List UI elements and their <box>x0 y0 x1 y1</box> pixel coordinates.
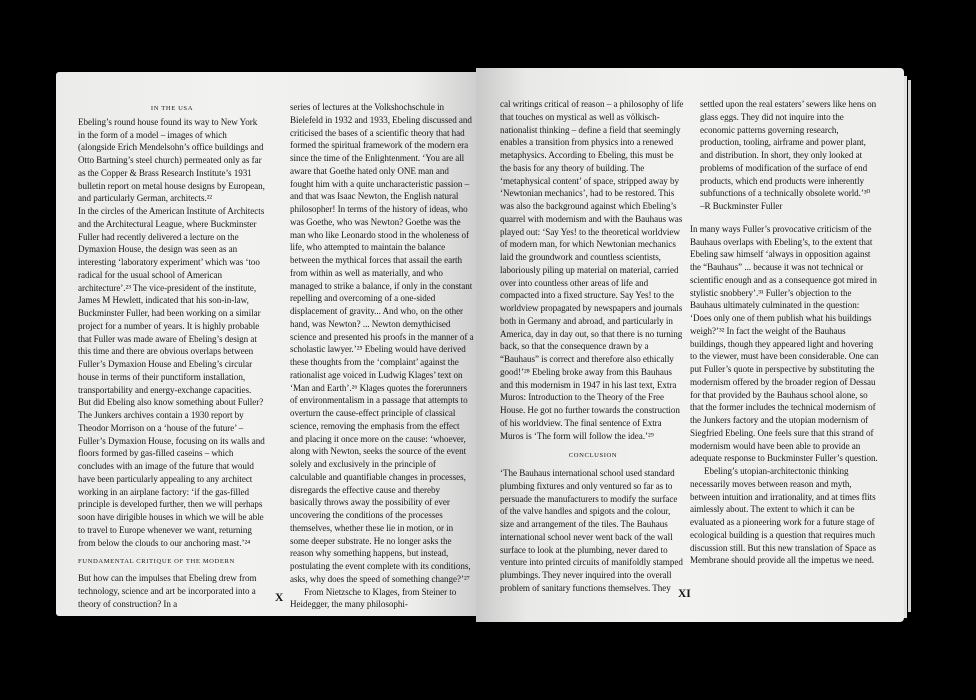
paragraph: ‘The Bauhaus international school used standard plumbing fixtures and only ventured so far as to persuade the manufacturers to modify the surface of the valve handles and spigots and the colour, size and arrangement of the tiles. The Bauhaus international school never went back of the wall surface to look at the plumbing, never dared to venture into printed circuits of manifoldly stamped plumbings. They never inquired into the overall problem of sanitary functions themselves. They <box>500 468 683 593</box>
right-column-1 <box>500 98 686 595</box>
section-heading: CONCLUSION <box>568 452 618 460</box>
section-heading: FUNDAMENTAL CRITIQUE OF THE MODERN <box>78 558 235 566</box>
quote-block <box>690 98 880 213</box>
section-heading: IN THE USA <box>150 105 194 112</box>
paragraph: From Nietzsche to Klages, from Steiner to Heidegger, the many philosophi- <box>290 586 457 610</box>
left-column-2 <box>290 101 474 611</box>
left-page <box>56 72 476 616</box>
right-page <box>476 68 904 622</box>
paragraph: In many ways Fuller’s provocative criticism of the Bauhaus overlaps with Ebeling’s, to the extent that Ebeling saw himself ‘always in opposition against the “Bauhaus” ... because it was not technical or scientific enough and as a consequence got mired in stylistic snobbery’.³¹ Fuller’s objection to the Bauhaus ultimately culminated in the question: ‘Does only one of them publish what his buildings weigh?’³² In fact the weight of the Bauhaus buildings, though they appeared light and hovering to the viewer, must have been considerable. One can put Fuller’s quote in perspective by substituting the modernism offered by the broader region of Dessau for that provided by the Bauhaus school alone, so that the former includes the technical modernism of the Junkers factory and the utopian modernism of Siegfried Ebeling. One feels sure that this strand of modernism would have been able to provide an adequate response to Buckminster Fuller’s question. <box>690 223 879 464</box>
right-column-2 <box>690 98 880 567</box>
left-column-1 <box>78 103 266 610</box>
quote-attribution: –R Buckminster Fuller <box>700 201 783 211</box>
paragraph: But how can the impulses that Ebeling drew from technology, science and art be incorporated into a theory of construction? In a <box>78 573 257 609</box>
paragraph: In the circles of the American Institute of Architects and the Architectural League, where Buckminster Fuller had recently delivered a lecture on the Dymaxion House, the design was seen as an interesting ‘laboratory experiment’ which was ‘too radical for the usual school of American architecture’.²³ The vice-president of the institute, James M Hewlett, indicated that his son-in-law, Buckminster Fuller, had been working on a similar project for a number of years. It is highly probable that Fuller was made aware of Ebeling’s design at this time and there are obvious overlaps between Fuller’s Dymaxion House and Ebeling’s circular house in terms of their punctiform installation, transportability and energy-exchange capacities. But did Ebeling also know something about Fuller? The Junkers archives contain a 1930 report by Theodor Morrison on a ‘house of the future’ – Fuller’s Dymaxion House, focusing on its walls and floors formed by gas-filled caseins – which concludes with an image of the future that would have been particularly appealing to any architect working in an airplane factory: ‘if the gas-filled principle is developed further, then we will perhaps soon have dirigible houses in which we will be able to travel to Europe whenever we want, returning from below the clouds to our anchoring mast.’²⁴ <box>78 206 265 548</box>
paragraph: Ebeling’s round house found its way to New York in the form of a model – images of which (alongside Erich Mendelsohn’s office buildings and Otto Bartning’s steel church) permeated only as far as the Copper & Brass Research Institute’s 1931 bulletin report on metal house designs by European, and particularly German, architects.²² <box>78 116 265 204</box>
page-edge <box>904 76 907 618</box>
paragraph: series of lectures at the Volkshochschule in Bielefeld in 1932 and 1933, Ebeling discussed and criticised the bases of a scientific theory that had formed the spiritual framework of the modern era since the time of the Enlightenment. ‘You are all aware that Goethe hated only ONE man and fought him with a quite uncharacteristic passion – and that was Isaac Newton, the English natural philosopher! In terms of the history of ideas, who was Goethe, who was Newton? Goethe was the man who like Leonardo stood in the wholeness of life, who attempted to maintain the balance between the mythical forces that assail the earth from within as well as materially, and who managed to strike a balance, if only in the constant repelling and overcoming of a one-sided displacement of gravity... And who, on the other hand, was Newton? ... Newton demythicised science and presented his proofs in the manner of a scholastic lawyer.’²⁵ Ebeling would have derived these thoughts from the ‘complaint’ against the rationalist age voiced in Ludwig Klages’ text on ‘Man and Earth’.²⁶ Klages quotes the forerunners of environmentalism in a passage that attempts to overturn the cause-effect principle of classical science, removing the emphasis from the effect and placing it once more on the cause: ‘whoever, along with Newton, seeks the source of the event solely and exclusively in the principle of calculable and quantifiable changes in processes, disregards the effective cause and thereby basically throws away the possibility of ever uncovering the conditions of the processes themselves, whether these lie in motion, or in some deeper substrate. He no longer asks the reason why something happens, but instead, postulating the event complete with its conditions, asks, why does the speed of something change?’²⁷ <box>290 102 474 584</box>
page-number: X <box>275 592 284 604</box>
paragraph: Ebeling’s utopian-architectonic thinking necessarily moves between reason and myth, between intuition and irrationality, and at times flits aimlessly about. The extent to which it can be evaluated as a pioneering work for a future stage of ecological building is a question that requires much discussion still. But this new translation of Space as Membrane should provide all the impetus we need. <box>690 466 876 566</box>
page-number: XI <box>678 588 691 600</box>
paragraph: cal writings critical of reason – a philosophy of life that touches on mystical as well as völkisch-nationalist thinking – define a field that seemingly enables a transition from physics into a renewed metaphysics. According to Ebeling, this must be the basis for any theory of building. The ‘metaphysical content’ of space, stripped away by ‘Newtonian mechanics’, had to be restored. This was also the background against which Ebeling’s quarrel with modernism and with the Bauhaus was played out: ‘Say Yes! to the theoretical worldview of modern man, for which Newtonian mechanics laid the groundwork and countless scientists, laboriously piling up material on material, carried over into countless other areas of life and compacted into a fixed structure. Say Yes! to the worldview propagated by newspapers and journals both in Germany and abroad, and particularly in America, day in day out, so that there is no turning back, so that the consequence drawn by a “Bauhaus” is correct and therefore also ethically good!’²⁸ Ebeling broke away from this Bauhaus and this modernism in 1947 in his last text, Extra Muros: Introduction to the Theory of the Free House. He got no further towards the construction of his worldview. The final sentence of Extra Muros is ‘The form will follow the idea.’²⁹ <box>500 99 684 441</box>
page-edge <box>908 80 911 612</box>
quote-paragraph: settled upon the real estaters’ sewers like hens on glass eggs. They did not inquire into the economic patterns governing research, production, tooling, airframe and power plant, and distribution. In short, they only looked at problems of modification of the surface of end products, which end products were inherently subfunctions of a technically obsolete world.’³⁰ <box>700 99 877 199</box>
